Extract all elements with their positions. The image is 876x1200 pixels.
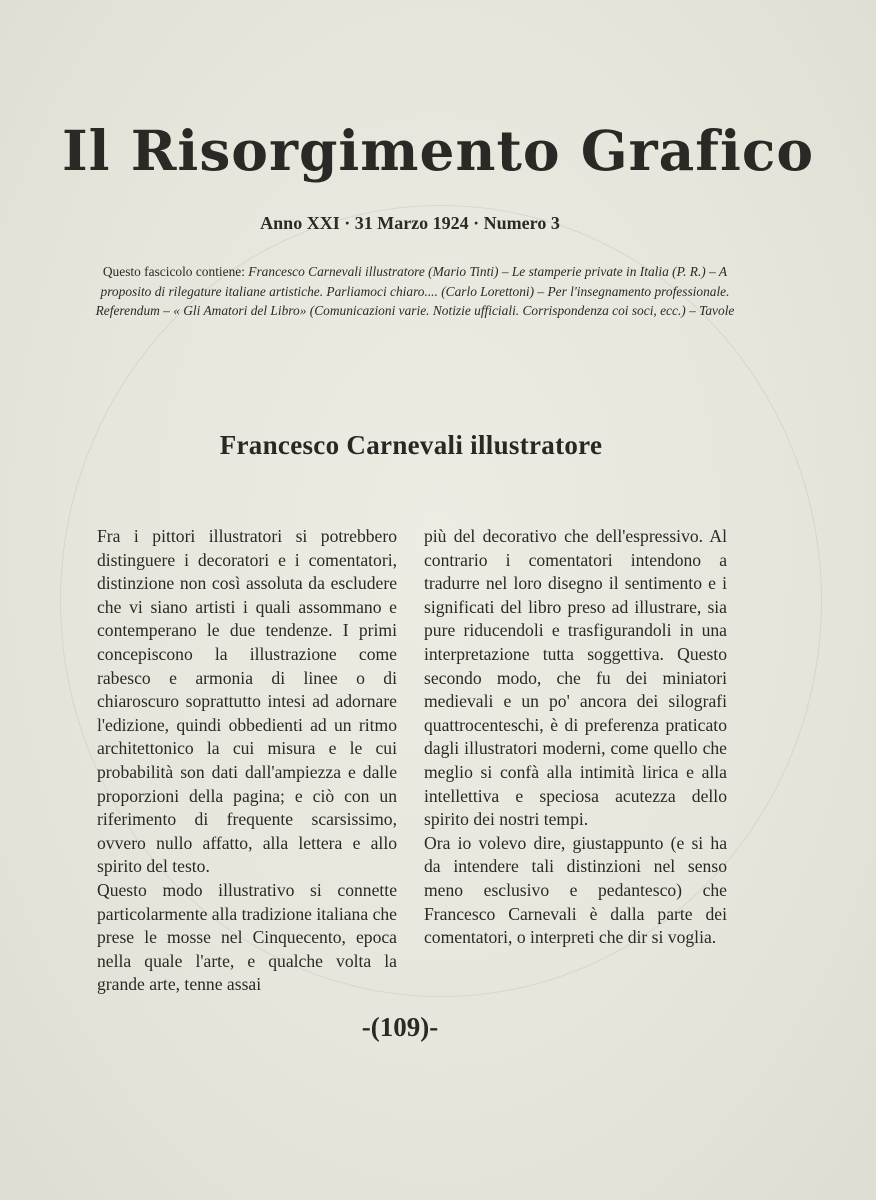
contents-items: Francesco Carnevali illustratore (Mario Tinti) – Le stamperie private in Italia (P. R.) – A proposito di rilegature italiane artistiche. Parliamoci chiaro.... (Carlo Lorettoni) – Per l'insegnamento professionale. Referendum – « Gli Amatori del Libro» (Comunicazioni varie. Notizie ufficiali. Corrispondenza coi soci, ecc.) – Tavole (95, 264, 735, 319)
paragraph: Fra i pittori illustratori si potrebbero distinguere i decoratori e i comentatori, distinzione non così assoluta da escludere che vi siano artisti i quali assommano e contemperano le due tendenze. I primi concepiscono la illustrazione come rabesco e armonia di linee o di chiaroscuro soprattutto intesi ad adornare l'edizione, quindi obbedienti ad un ritmo architettonico la cui misura e le cui probabilità son dati dall'ampiezza e dalle proporzioni della pagina; e ciò con un riferimento di frequente scarsissimo, ovvero nullo affatto, alla lettera e allo spirito del testo. (97, 526, 397, 877)
issue-line: Anno XXI · 31 Marzo 1924 · Numero 3 (260, 213, 560, 233)
paragraph: Ora io volevo dire, giustappunto (e si ha da intendere tali distinzioni nel senso meno esclusivo e pedantesco) che Francesco Carnevali è dalla parte dei comentatori, o interpreti che dir si voglia. (424, 832, 727, 948)
ornament-left-icon: -( (361, 1012, 380, 1042)
contents-lead: Questo fascicolo contiene: (102, 264, 249, 279)
paragraph: Questo modo illustrativo si connette particolarmente alla tradizione italiana che prese le mosse nel Cinquecento, epoca nella quale l'arte, e qualche volta la grande arte, tenne assai (97, 879, 397, 995)
page-number-value: 109 (379, 1012, 421, 1042)
issue-contents (95, 262, 735, 321)
article-title: Francesco Carnevali illustratore (219, 430, 603, 460)
article-column-left (97, 525, 397, 997)
paragraph: più del decorativo che dell'espressivo. Al contrario i comentatori intendono a tradurre nel loro disegno il sentimento e i significati del libro preso ad illustrare, sia pure riducendoli e trasfigurandoli in una interpretazione tutta soggettiva. Questo secondo modo, che fu dei miniatori medievali e un po' ancora dei silografi quattrocenteschi, è di preferenza praticato dagli illustratori moderni, come quello che meglio si confà alla intimità lirica e alla intellettiva e speciosa acutezza dello spirito dei nostri tempi. (424, 526, 727, 830)
ornament-right-icon: )- (420, 1012, 439, 1042)
article-column-right (424, 525, 727, 950)
masthead-title: Il Risorgimento Grafico (61, 118, 815, 183)
page-number (0, 1012, 800, 1043)
